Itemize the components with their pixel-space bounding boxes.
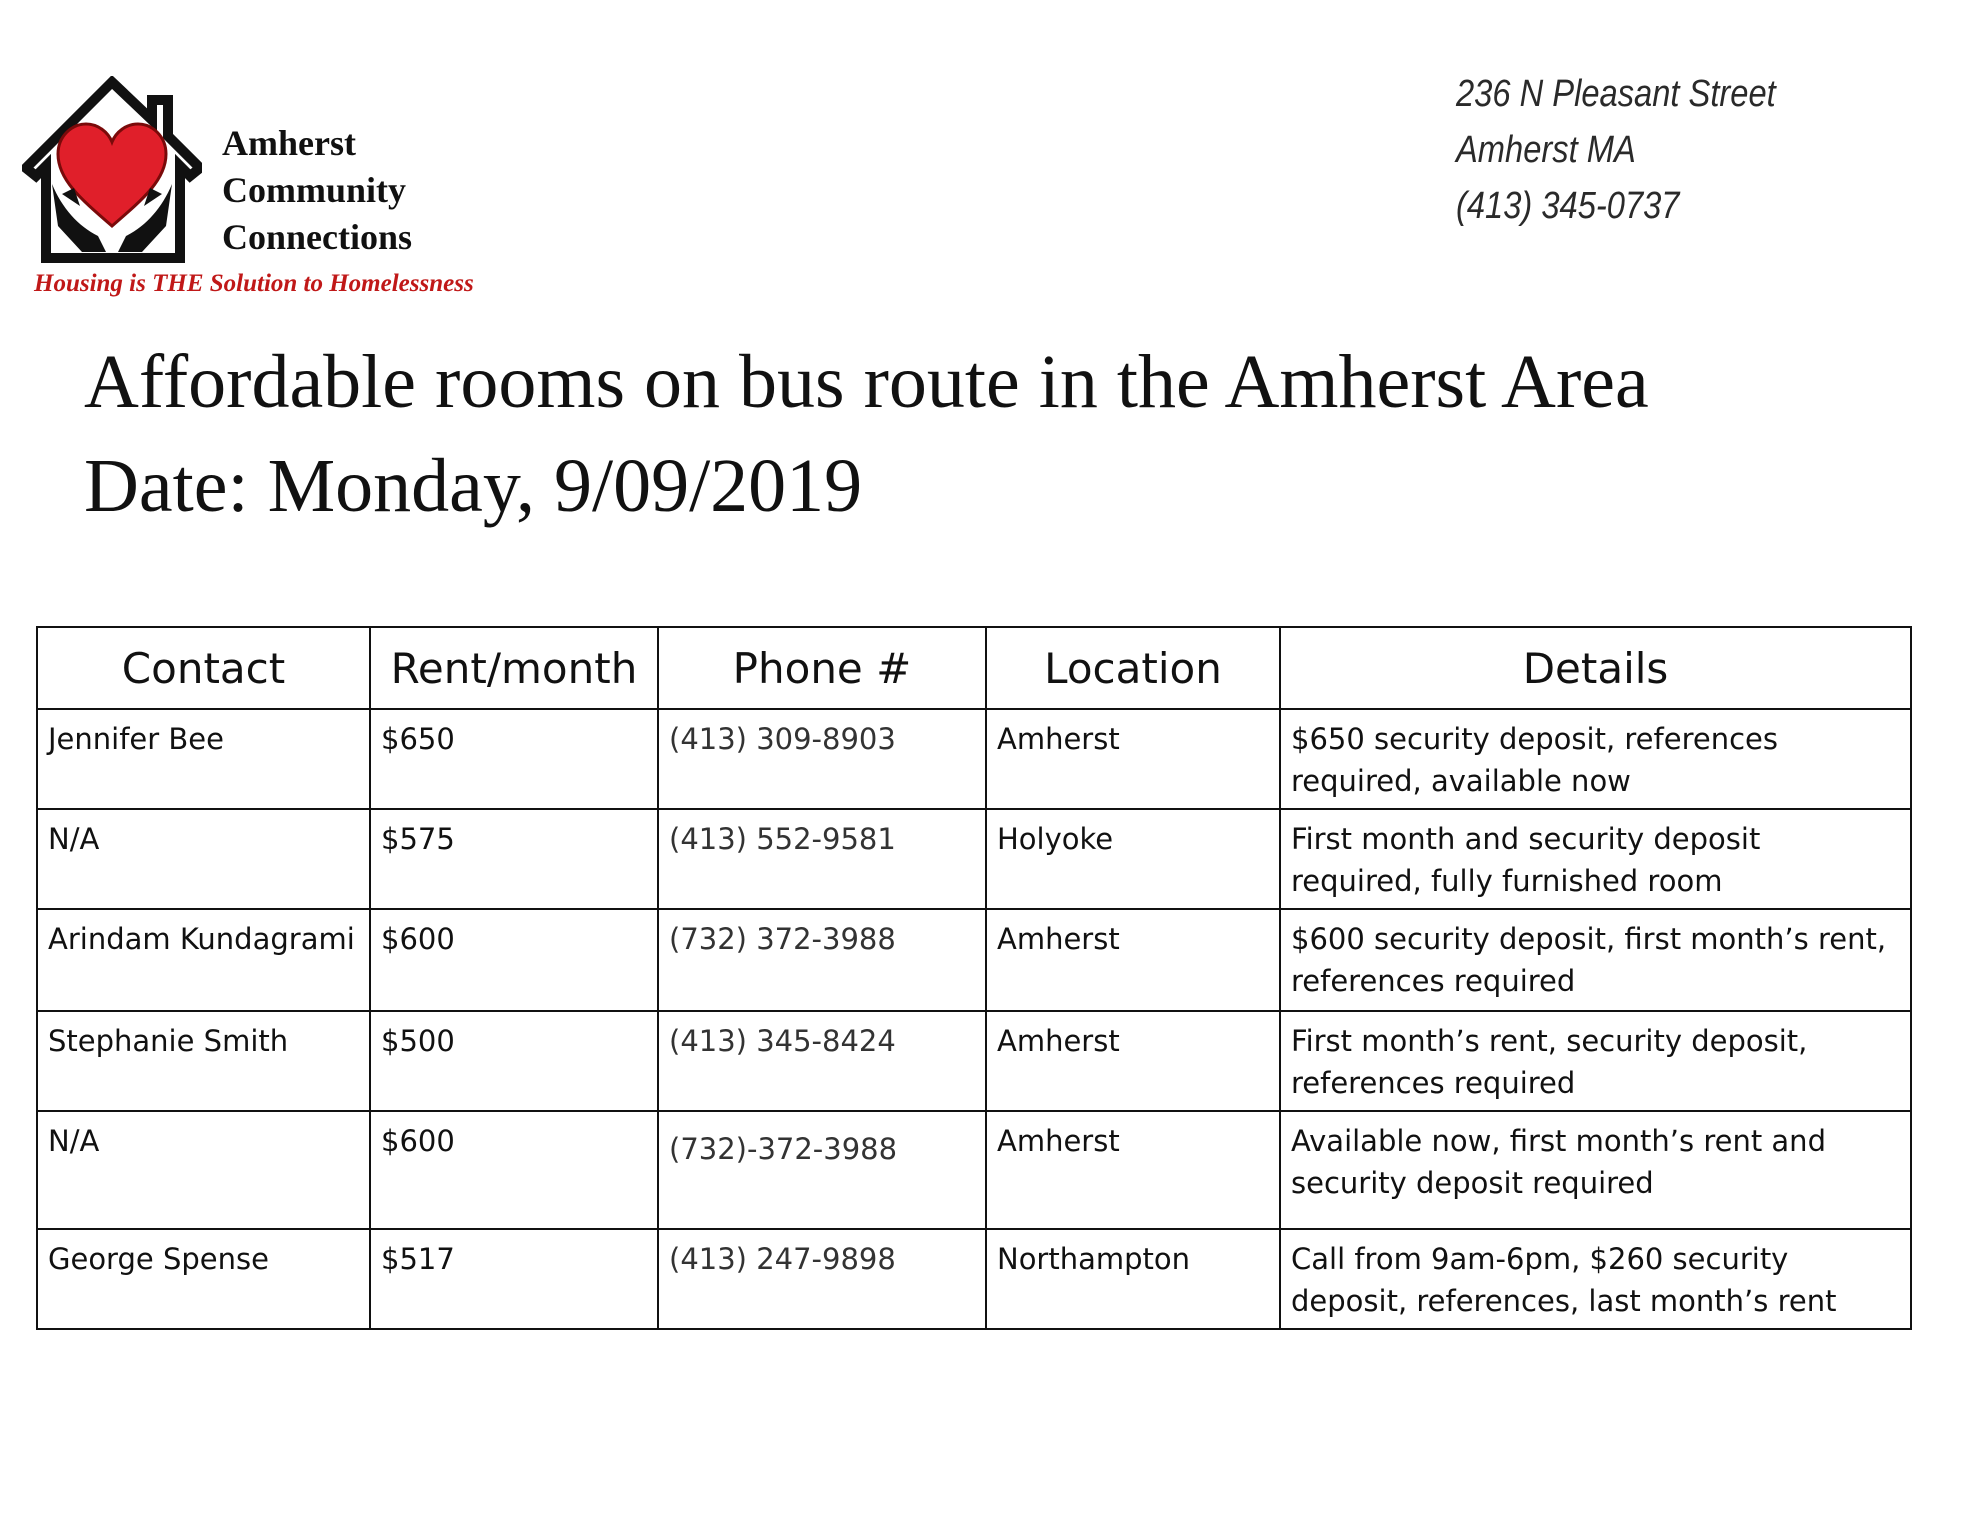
address-street: 236 N Pleasant Street	[1456, 73, 1776, 115]
organization-name-line-1: Amherst	[222, 123, 356, 163]
rent-cell: $600	[370, 1111, 658, 1229]
contact-cell: George Spense	[37, 1229, 370, 1329]
table-row	[37, 909, 1911, 1011]
phone-cell: (413) 345-8424	[658, 1011, 986, 1111]
organization-address	[1456, 66, 1776, 234]
column-header-details: Details	[1280, 627, 1911, 709]
rent-cell: $575	[370, 809, 658, 909]
title-date-line: Date: Monday, 9/09/2019	[84, 444, 863, 528]
phone-cell: (413) 247-9898	[658, 1229, 986, 1329]
location-cell: Amherst	[986, 1111, 1280, 1229]
location-cell: Amherst	[986, 909, 1280, 1011]
location-cell: Amherst	[986, 709, 1280, 809]
contact-cell: Arindam Kundagrami	[37, 909, 370, 1011]
organization-name-line-3: Connections	[222, 217, 413, 257]
house-heart-hands-icon	[22, 76, 202, 266]
column-header-location: Location	[986, 627, 1280, 709]
table-row	[37, 1011, 1911, 1111]
table-row	[37, 1111, 1911, 1229]
location-cell: Amherst	[986, 1011, 1280, 1111]
column-header-contact: Contact	[37, 627, 370, 709]
address-city: Amherst MA	[1456, 129, 1636, 171]
location-cell: Northampton	[986, 1229, 1280, 1329]
column-header-rent: Rent/month	[370, 627, 658, 709]
organization-name-line-2: Community	[222, 170, 407, 210]
rent-cell: $600	[370, 909, 658, 1011]
rooms-table	[36, 626, 1912, 1330]
phone-cell: (413) 309-8903	[658, 709, 986, 809]
table-row	[37, 1229, 1911, 1329]
phone-cell: (732)-372-3988	[658, 1111, 986, 1229]
contact-cell: Jennifer Bee	[37, 709, 370, 809]
details-cell: Call from 9am-6pm, $260 security deposit, references, last month’s rent	[1280, 1229, 1911, 1329]
column-header-phone: Phone #	[658, 627, 986, 709]
table-row	[37, 709, 1911, 809]
organization-name	[222, 120, 412, 261]
details-cell: $650 security deposit, references required, available now	[1280, 709, 1911, 809]
details-cell: $600 security deposit, first month’s rent, references required	[1280, 909, 1911, 1011]
rent-cell: $650	[370, 709, 658, 809]
phone-cell: (732) 372-3988	[658, 909, 986, 1011]
organization-tagline: Housing is THE Solution to Homelessness	[34, 270, 474, 297]
document-title	[84, 330, 1649, 538]
details-cell: First month’s rent, security deposit, references required	[1280, 1011, 1911, 1111]
table-row	[37, 809, 1911, 909]
contact-cell: N/A	[37, 1111, 370, 1229]
contact-cell: N/A	[37, 809, 370, 909]
details-cell: Available now, first month’s rent and security deposit required	[1280, 1111, 1911, 1229]
phone-cell: (413) 552-9581	[658, 809, 986, 909]
contact-cell: Stephanie Smith	[37, 1011, 370, 1111]
location-cell: Holyoke	[986, 809, 1280, 909]
address-phone: (413) 345-0737	[1456, 185, 1680, 227]
rent-cell: $500	[370, 1011, 658, 1111]
organization-logo	[14, 76, 554, 306]
table-header-row	[37, 627, 1911, 709]
title-line-1: Affordable rooms on bus route in the Amherst Area	[84, 340, 1649, 424]
rent-cell: $517	[370, 1229, 658, 1329]
details-cell: First month and security deposit required, fully furnished room	[1280, 809, 1911, 909]
